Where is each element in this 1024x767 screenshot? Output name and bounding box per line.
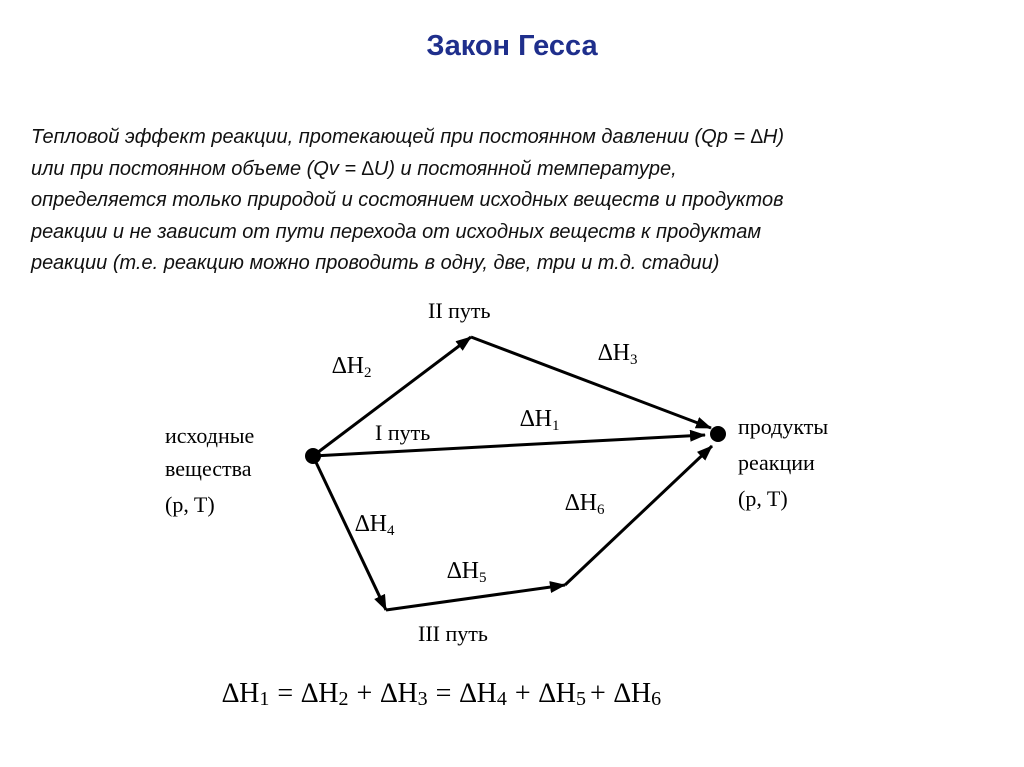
path3-label: III путь bbox=[418, 621, 488, 646]
definition-line-5: реакции (т.е. реакцию можно проводить в одну, две, три и т.д. стадии) bbox=[31, 252, 720, 274]
equation-equals-2: = bbox=[435, 678, 452, 709]
hess-equation: ∆H1 = ∆H2 + ∆H3 = ∆H4 + ∆H5 + ∆H6 bbox=[222, 678, 662, 710]
delta-h3-label: ∆H3 bbox=[598, 340, 638, 368]
equation-dh5: ∆H bbox=[538, 678, 576, 709]
equation-dh3: ∆H bbox=[380, 678, 418, 709]
end-label-line-2: реакции bbox=[738, 450, 815, 475]
start-label bbox=[165, 423, 260, 517]
equation-dh4: ∆H bbox=[459, 678, 497, 709]
equation-dh2: ∆H bbox=[301, 678, 339, 709]
page-title: Закон Гесса bbox=[426, 30, 598, 62]
equation-plus-3: + bbox=[589, 678, 606, 709]
delta-h5-label: ∆H5 bbox=[447, 558, 487, 586]
equation-dh6: ∆H bbox=[613, 678, 652, 709]
equation-plus-2: + bbox=[514, 678, 531, 709]
definition-line-2: или при постоянном объеме (Qv = ∆U) и постоянной температуре, bbox=[31, 157, 677, 180]
end-label-line-3: (p, T) bbox=[738, 486, 788, 511]
delta-h6-label: ∆H6 bbox=[565, 490, 605, 518]
path1-label: I путь bbox=[375, 420, 431, 445]
equation-dh1: ∆H bbox=[222, 678, 260, 709]
definition-line-4: реакции и не зависит от пути перехода от исходных веществ к продуктам bbox=[31, 220, 762, 243]
start-label-line-3: (p, T) bbox=[165, 492, 215, 517]
path3-step2-arrow bbox=[386, 585, 565, 610]
equation-plus-1: + bbox=[356, 678, 373, 709]
end-label bbox=[738, 414, 834, 511]
start-label-line-1: исходные bbox=[165, 423, 255, 448]
path2-label: II путь bbox=[428, 298, 491, 323]
definition-line-1: Тепловой эффект реакции, протекающей при постоянном давлении (Qp = ∆H) bbox=[31, 126, 784, 148]
end-label-line-1: продукты bbox=[738, 414, 829, 439]
delta-h4-label: ∆H4 bbox=[355, 511, 395, 539]
end-node bbox=[710, 426, 726, 442]
definition-line-3: определяется только природой и состоянием исходных веществ и продуктов bbox=[31, 189, 784, 211]
path2-step2-arrow bbox=[471, 337, 711, 428]
equation-equals-1: = bbox=[277, 678, 294, 709]
start-label-line-2: вещества bbox=[165, 456, 252, 481]
delta-h1-label: ∆H1 bbox=[520, 406, 560, 434]
delta-h2-label: ∆H2 bbox=[332, 353, 372, 381]
path1-arrow bbox=[313, 435, 705, 456]
